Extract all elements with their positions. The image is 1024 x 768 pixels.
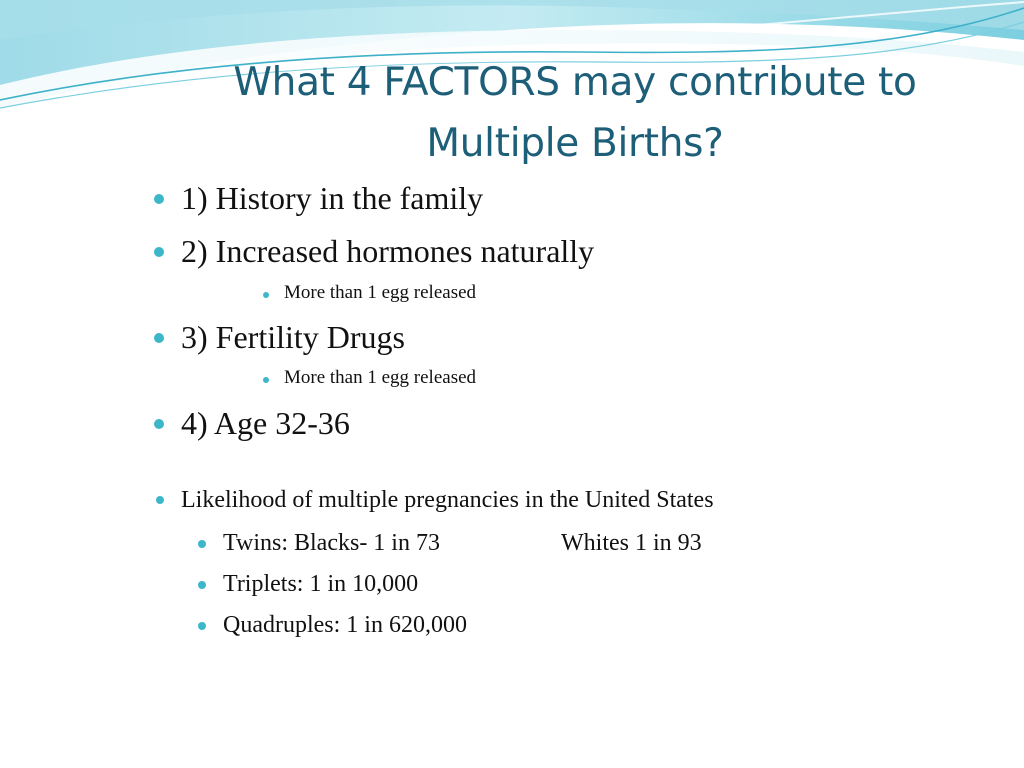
factor-2-text: 2) Increased hormones naturally	[181, 233, 595, 269]
factor-3-subtext: More than 1 egg released	[284, 367, 477, 388]
factor-3-text: 3) Fertility Drugs	[181, 319, 405, 355]
sub-bullet-icon	[263, 377, 269, 383]
bullet-icon	[154, 247, 164, 257]
twins-whites-text: Whites 1 in 93	[561, 530, 702, 556]
bullet-icon	[156, 496, 164, 504]
sub-bullet-icon	[198, 622, 206, 630]
sub-bullet-icon	[263, 292, 269, 298]
bullet-icon	[154, 419, 164, 429]
bullet-icon	[154, 333, 164, 343]
sub-bullet-icon	[198, 581, 206, 589]
factor-2-subtext: More than 1 egg released	[284, 282, 477, 303]
likelihood-heading: Likelihood of multiple pregnancies in the United States	[181, 487, 714, 513]
triplets-text: Triplets: 1 in 10,000	[223, 571, 419, 597]
slide-title-line-2: Multiple Births?	[426, 121, 724, 166]
bullet-icon	[154, 194, 164, 204]
sub-bullet-icon	[198, 540, 206, 548]
factor-4-text: 4) Age 32-36	[181, 405, 350, 441]
quadruples-text: Quadruples: 1 in 620,000	[223, 612, 467, 638]
factor-1-text: 1) History in the family	[181, 180, 484, 216]
twins-blacks-text: Twins: Blacks- 1 in 73	[223, 530, 440, 556]
slide-title-line-1: What 4 FACTORS may contribute to	[233, 60, 917, 105]
